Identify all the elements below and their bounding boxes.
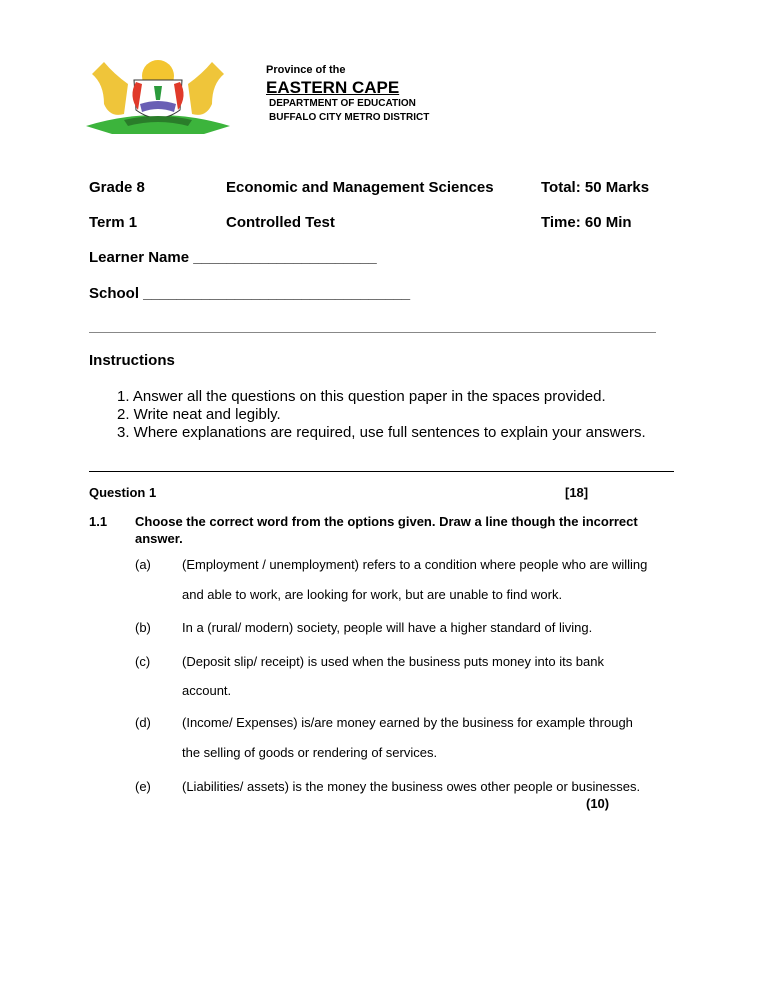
instruction-item: 3. Where explanations are required, use full sentences to explain your answers. bbox=[117, 424, 646, 441]
divider bbox=[89, 471, 674, 472]
total-marks: Total: 50 Marks bbox=[541, 179, 650, 196]
grade: Grade 8 bbox=[89, 179, 145, 196]
instruction-item: 2. Write neat and legibly. bbox=[117, 406, 281, 423]
item-text: (Employment / unemployment) refers to a condition where people who are willing bbox=[182, 557, 648, 572]
sub-question-instruction: Choose the correct word from the options given. Draw a line though the incorrect bbox=[135, 514, 638, 529]
item-label: (e) bbox=[135, 779, 151, 794]
term: Term 1 bbox=[89, 214, 138, 231]
department-name: DEPARTMENT OF EDUCATION bbox=[269, 98, 416, 109]
school-field[interactable]: School ________________________________ bbox=[89, 285, 411, 302]
learner-name-field[interactable]: Learner Name ______________________ bbox=[89, 249, 377, 266]
district-name: BUFFALO CITY METRO DISTRICT bbox=[269, 112, 430, 123]
item-text: (Income/ Expenses) is/are money earned by the business for example through bbox=[182, 715, 633, 730]
item-label: (b) bbox=[135, 620, 151, 635]
sub-question-number: 1.1 bbox=[89, 514, 108, 529]
item-text: (Deposit slip/ receipt) is used when the business puts money into its bank bbox=[182, 654, 604, 669]
item-text: and able to work, are looking for work, but are unable to find work. bbox=[182, 587, 563, 602]
province-line: Province of the bbox=[266, 64, 346, 76]
divider bbox=[89, 332, 656, 333]
item-label: (d) bbox=[135, 715, 151, 730]
sub-question-instruction: answer. bbox=[135, 531, 183, 546]
subject: Economic and Management Sciences bbox=[226, 179, 494, 196]
item-text: the selling of goods or rendering of services. bbox=[182, 745, 438, 760]
question-marks: [18] bbox=[565, 485, 589, 500]
item-text: (Liabilities/ assets) is the money the business owes other people or businesses. bbox=[182, 779, 641, 794]
time-allowed: Time: 60 Min bbox=[541, 214, 632, 231]
province-name: EASTERN CAPE bbox=[266, 78, 400, 97]
question-title: Question 1 bbox=[89, 485, 157, 500]
instructions-title: Instructions bbox=[89, 352, 175, 369]
item-label: (a) bbox=[135, 557, 151, 572]
item-label: (c) bbox=[135, 654, 151, 669]
test-type: Controlled Test bbox=[226, 214, 335, 231]
instruction-item: 1. Answer all the questions on this question paper in the spaces provided. bbox=[117, 388, 606, 405]
item-text: In a (rural/ modern) society, people will have a higher standard of living. bbox=[182, 620, 593, 635]
coat-of-arms-logo bbox=[84, 54, 232, 136]
item-text: account. bbox=[182, 683, 232, 698]
sub-question-marks: (10) bbox=[586, 796, 610, 811]
